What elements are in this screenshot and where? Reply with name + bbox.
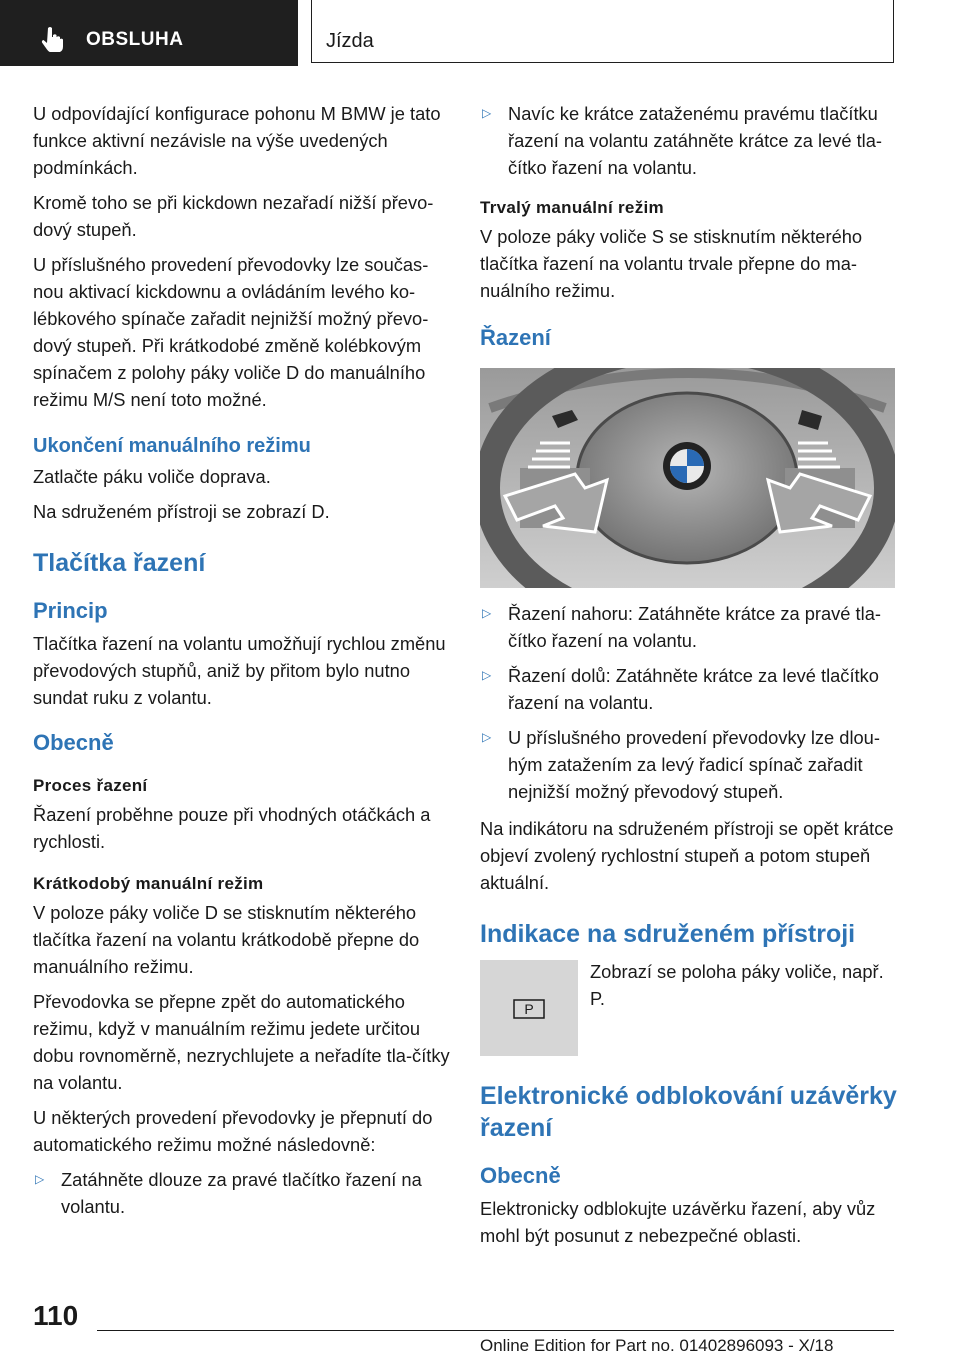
paragraph: Tlačítka řazení na volantu umožňují rychlou změnu převodových stupňů, aniž by přitom bylo nutno sundat ruku z volantu. xyxy=(33,633,446,708)
list-item-text: Zatáhněte dlouze za pravé tlačítko řazení na volantu. xyxy=(61,1169,422,1217)
bullet-list xyxy=(480,600,897,805)
chapter-title: Jízda xyxy=(326,30,374,52)
list-item-text: Navíc ke krátce zataženému pravému tlačítku řazení na volantu zatáhněte krátce za levé tla‐čítko řazení na volantu. xyxy=(508,103,882,178)
instrument-cluster-image xyxy=(480,960,578,1056)
paragraph: Elektronicky odblokujte uzávěrku řazení, aby vůz mohl být posunut z nebezpečné oblasti. xyxy=(480,1198,876,1246)
heading-general: Obecně xyxy=(33,730,114,755)
paragraph: Zobrazí se poloha páky voliče, např. P. xyxy=(590,961,884,1009)
paragraph: Na sdruženém přístroji se zobrazí D. xyxy=(33,501,330,522)
heading-short-manual: Krátkodobý manuální režim xyxy=(33,874,264,893)
paragraph: Kromě toho se při kickdown nezařadí nižší převo‐dový stupeň. xyxy=(33,192,434,240)
list-item-text: Řazení nahoru: Zatáhněte krátce za pravé tla‐čítko řazení na volantu. xyxy=(508,603,881,651)
steering-wheel-image xyxy=(480,368,895,588)
list-item-text: Řazení dolů: Zatáhněte krátce za levé tlačítko řazení na volantu. xyxy=(508,665,879,713)
heading-shifting: Řazení xyxy=(480,325,551,350)
triangle-right-icon: ▷ xyxy=(35,1172,45,1186)
heading-shift-buttons: Tlačítka řazení xyxy=(33,549,206,577)
hand-pointer-icon xyxy=(40,26,64,52)
triangle-right-icon: ▷ xyxy=(482,668,492,682)
paragraph: Převodovka se přepne zpět do automatického režimu, když v manuálním režimu jedete určitou dobu rovnoměrně, nezrychlujete a neřadíte tla‐čítky na volantu. xyxy=(33,991,450,1093)
section-title: OBSLUHA xyxy=(86,29,184,50)
heading-principle: Princip xyxy=(33,598,108,623)
indicator-row xyxy=(480,958,897,1058)
footer-divider xyxy=(97,1330,894,1331)
list-item xyxy=(33,1166,451,1220)
heading-electronic-unlock: Elektronické odblokování uzávěrky řazení xyxy=(480,1082,897,1142)
edition-note: Online Edition for Part no. 01402896093 - X/18 xyxy=(480,1336,834,1355)
heading-general: Obecně xyxy=(480,1163,561,1188)
heading-shift-process: Proces řazení xyxy=(33,776,148,795)
list-item xyxy=(480,724,897,805)
chapter-box xyxy=(311,0,894,63)
heading-end-manual-mode: Ukončení manuálního režimu xyxy=(33,435,311,457)
triangle-right-icon: ▷ xyxy=(482,606,492,620)
indicator-letter: P xyxy=(524,1001,534,1017)
bullet-list xyxy=(33,1166,451,1220)
bullet-list xyxy=(480,100,897,181)
gear-indicator-graphic xyxy=(480,960,578,1056)
list-item-text: U příslušného provedení převodovky lze dlou‐hým zatažením za levý řadicí spínač zařadit nejnižší možný převodový stupeň. xyxy=(508,727,880,802)
page-number: 110 xyxy=(33,1300,79,1331)
list-item xyxy=(480,600,897,654)
heading-display-indicator: Indikace na sdruženém přístroji xyxy=(480,920,856,948)
triangle-right-icon: ▷ xyxy=(482,730,492,744)
paragraph: U některých provedení převodovky je přepnutí do automatického režimu možné následovně: xyxy=(33,1107,433,1155)
paragraph: V poloze páky voliče S se stisknutím některého tlačítka řazení na volantu trvale přepne do ma‐nuálního režimu. xyxy=(480,226,863,301)
paragraph: Na indikátoru na sdruženém přístroji se opět krátce objeví zvolený rychlostní stupeň a potom stupeň aktuální. xyxy=(480,818,894,893)
left-column xyxy=(33,100,451,1230)
paragraph: V poloze páky voliče D se stisknutím některého tlačítka řazení na volantu krátkodobě přepne do manuálního režimu. xyxy=(33,902,420,977)
paragraph: U odpovídající konfigurace pohonu M BMW je tato funkce aktivní nezávisle na výše uvedených podmínkách. xyxy=(33,103,441,178)
paragraph: Zatlačte páku voliče doprava. xyxy=(33,466,271,487)
section-tab xyxy=(0,0,298,66)
list-item xyxy=(480,100,897,181)
heading-permanent-manual: Trvalý manuální režim xyxy=(480,198,664,217)
list-item xyxy=(480,662,897,716)
page-header xyxy=(0,0,960,66)
triangle-right-icon: ▷ xyxy=(482,106,492,120)
right-column xyxy=(480,100,897,1257)
paragraph: Řazení proběhne pouze při vhodných otáčkách a rychlosti. xyxy=(33,804,431,852)
paragraph: U příslušného provedení převodovky lze součas‐nou aktivací kickdownu a ovládáním levého ko‐lébkového spínače zařadit nejnižší možný převo‐dový stupeň. Při krátkodobé změně kolébkovým spínačem z polohy páky voliče D do manuálního režimu M/S není toto možné. xyxy=(33,254,429,410)
